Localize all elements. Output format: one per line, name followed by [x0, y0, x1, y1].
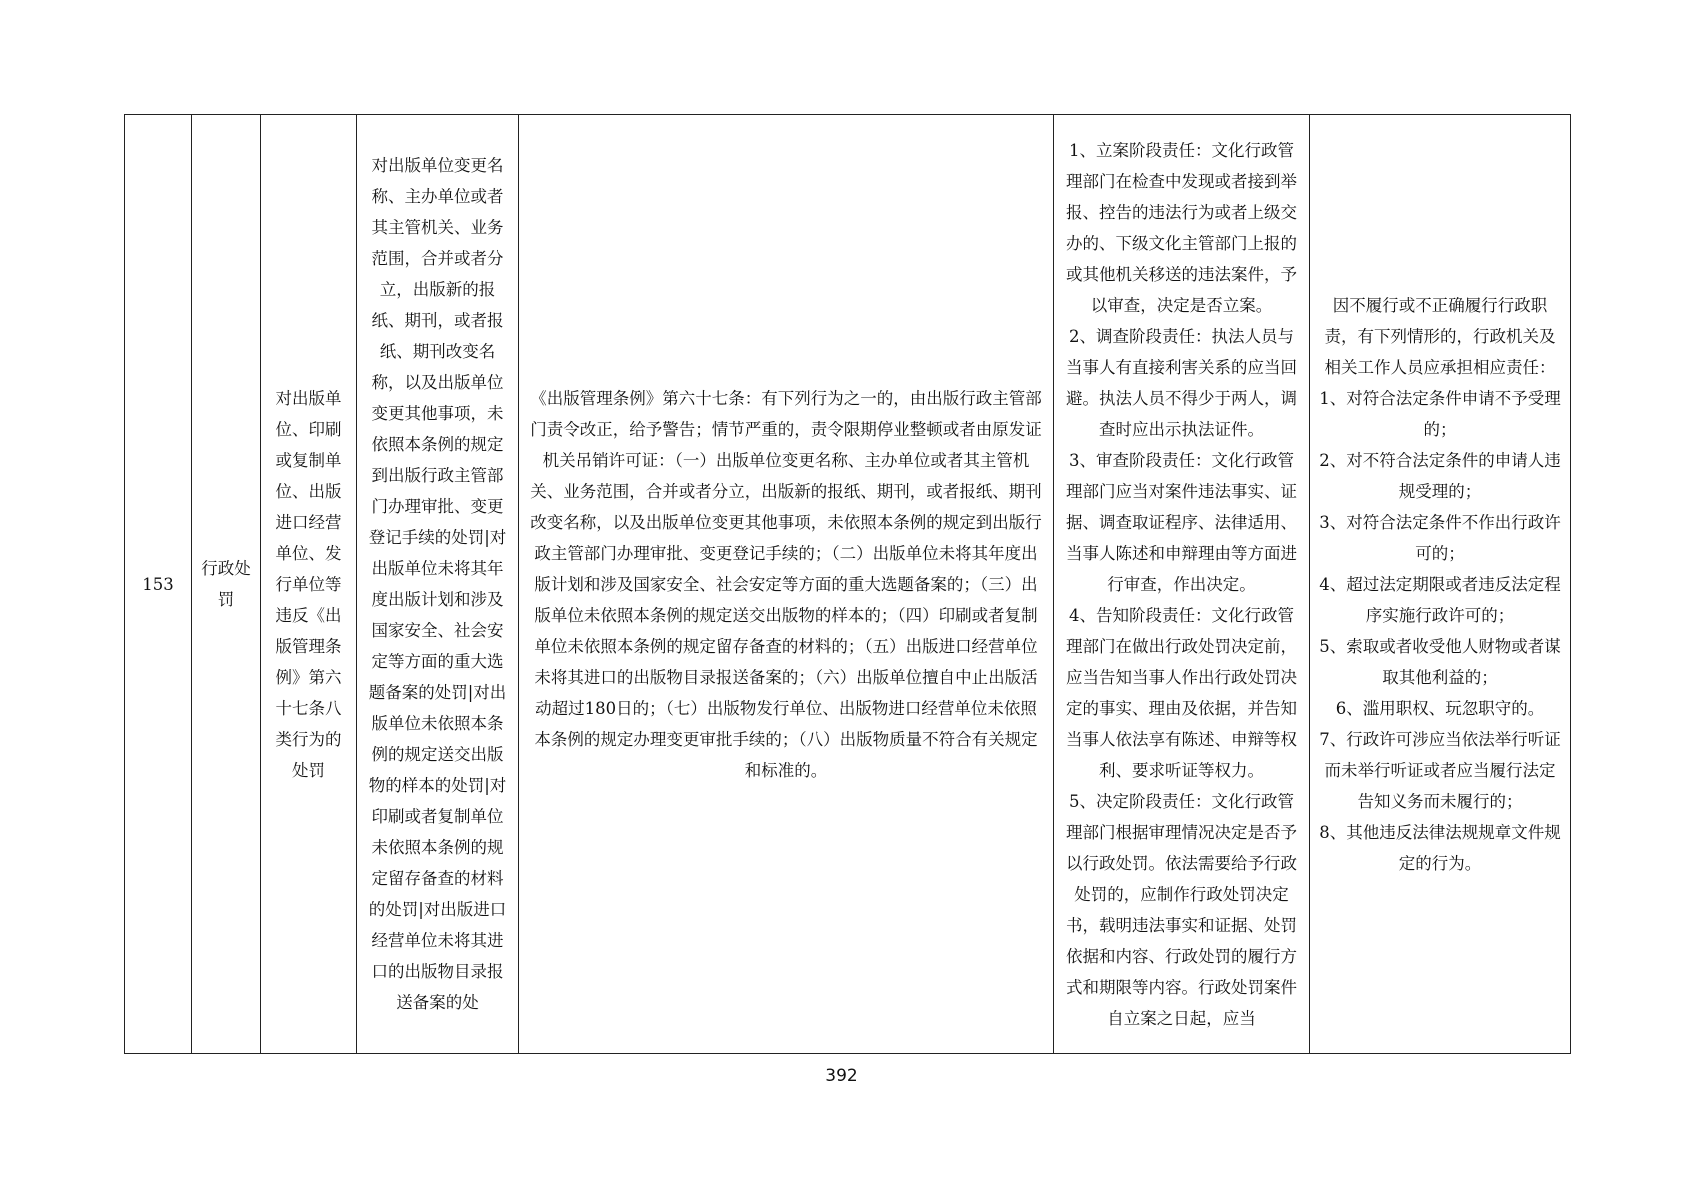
duty-stage-1: 1、立案阶段责任：文化行政管理部门在检查中发现或者接到举报、控告的违法行为或者上级交办的、下级文化主管部门上报的或其他机关移送的违法案件，予以审查，决定是否立案。: [1066, 140, 1297, 315]
power-type: 行政处罚: [192, 115, 261, 1054]
duty-stage-3: 3、审查阶段责任：文化行政管理部门应当对案件违法事实、证据、调查取证程序、法律适用、当事人陈述和申辩理由等方面进行审查，作出决定。: [1066, 450, 1297, 594]
row-number: 153: [125, 115, 192, 1054]
liability-list: [1310, 115, 1571, 1054]
liability-item: 8、其他违反法律法规规章文件规定的行为。: [1319, 822, 1561, 873]
item-name: 对出版单位、印刷或复制单位、出版进口经营单位、发行单位等违反《出版管理条例》第六十七条八类行为的处罚: [261, 115, 357, 1054]
legal-basis: 《出版管理条例》第六十七条：有下列行为之一的，由出版行政主管部门责令改正，给予警告；情节严重的，责令限期停业整顿或者由原发证机关吊销许可证：（一）出版单位变更名称、主办单位或者其主管机关、业务范围，合并或者分立，出版新的报纸、期刊，或者报纸、期刊改变名称，以及出版单位变更其他事项，未依照本条例的规定到出版行政主管部门办理审批、变更登记手续的；（二）出版单位未将其年度出版计划和涉及国家安全、社会安定等方面的重大选题备案的；（三）出版单位未依照本条例的规定送交出版物的样本的；（四）印刷或者复制单位未依照本条例的规定留存备查的材料的；（五）出版进口经营单位未将其进口的出版物目录报送备案的；（六）出版单位擅自中止出版活动超过180日的；（七）出版物发行单位、出版物进口经营单位未依照本条例的规定办理变更审批手续的；（八）出版物质量不符合有关规定和标准的。: [519, 115, 1054, 1054]
page-number: 392: [825, 1066, 858, 1086]
duty-stages: [1054, 115, 1310, 1054]
liability-item: 5、索取或者收受他人财物或者谋取其他利益的；: [1319, 636, 1561, 687]
liability-item: 6、滥用职权、玩忽职守的。: [1335, 698, 1545, 718]
liability-item: 2、对不符合法定条件的申请人违规受理的；: [1319, 450, 1561, 501]
duty-stage-5: 5、决定阶段责任：文化行政管理部门根据审理情况决定是否予以行政处罚。依法需要给予行政处罚的，应制作行政处罚决定书，载明违法事实和证据、处罚依据和内容、行政处罚的履行方式和期限等内容。行政处罚案件自立案之日起，应当: [1066, 791, 1297, 1028]
duty-stage-2: 2、调查阶段责任：执法人员与当事人有直接利害关系的应当回避。执法人员不得少于两人，调查时应出示执法证件。: [1066, 326, 1297, 439]
sub-items: 对出版单位变更名称、主办单位或者其主管机关、业务范围，合并或者分立，出版新的报纸、期刊，或者报纸、期刊改变名称，以及出版单位变更其他事项，未依照本条例的规定到出版行政主管部门办理审批、变更登记手续的处罚|对出版单位未将其年度出版计划和涉及国家安全、社会安定等方面的重大选题备案的处罚|对出版单位未依照本条例的规定送交出版物的样本的处罚|对印刷或者复制单位未依照本条例的规定留存备查的材料的处罚|对出版进口经营单位未将其进口的出版物目录报送备案的处: [357, 115, 519, 1054]
liability-item: 1、对符合法定条件申请不予受理的；: [1319, 388, 1561, 439]
liability-intro: 因不履行或不正确履行行政职责，有下列情形的，行政机关及相关工作人员应承担相应责任：: [1324, 295, 1556, 377]
table-row: [125, 115, 1571, 1054]
liability-item: 3、对符合法定条件不作出行政许可的；: [1319, 512, 1561, 563]
liability-item: 4、超过法定期限或者违反法定程序实施行政许可的；: [1319, 574, 1561, 625]
duty-stage-4: 4、告知阶段责任：文化行政管理部门在做出行政处罚决定前，应当告知当事人作出行政处罚决定的事实、理由及依据，并告知当事人依法享有陈述、申辩等权利、要求听证等权力。: [1066, 605, 1297, 780]
liability-item: 7、行政许可涉应当依法举行听证而未举行听证或者应当履行法定告知义务而未履行的；: [1319, 729, 1561, 811]
responsibility-table: [124, 114, 1571, 1054]
